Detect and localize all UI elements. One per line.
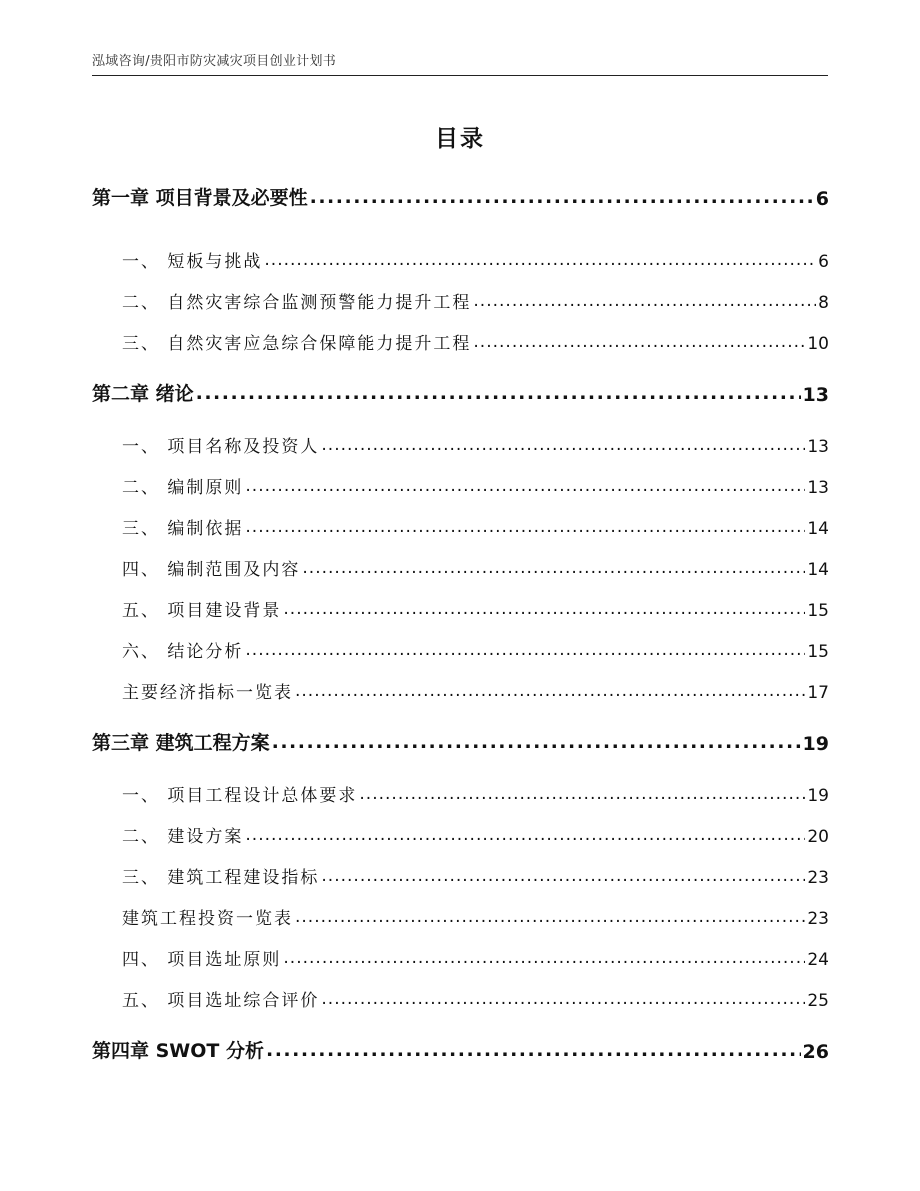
running-header: 泓域咨询/贵阳市防灾减灾项目创业计划书 — [92, 50, 828, 76]
toc-page-number: 15 — [807, 601, 829, 621]
toc-page-number: 20 — [807, 827, 829, 847]
toc-section[interactable] — [92, 244, 829, 272]
dot-leader — [272, 733, 801, 752]
dot-leader — [245, 478, 805, 495]
dot-leader — [245, 827, 805, 844]
dot-leader — [295, 909, 805, 926]
toc-entry-label: 一、 项目工程设计总体要求 — [122, 786, 358, 806]
toc-page-number: 19 — [807, 786, 829, 806]
toc-page-number: 19 — [802, 733, 829, 755]
dot-leader — [295, 683, 805, 700]
toc-chapter-4[interactable] — [92, 1031, 829, 1063]
toc-page-number: 14 — [807, 560, 829, 580]
toc-page-number: 8 — [818, 293, 829, 313]
dot-leader — [321, 991, 805, 1008]
toc-section[interactable] — [92, 634, 829, 662]
toc-section[interactable] — [92, 511, 829, 539]
toc-page-number: 6 — [818, 252, 829, 272]
dot-leader — [321, 437, 805, 454]
toc-page-number: 6 — [815, 188, 829, 210]
toc-chapter-1[interactable] — [92, 178, 829, 210]
dot-leader — [245, 519, 805, 536]
toc-title: 目录 — [435, 126, 485, 152]
toc-section[interactable] — [92, 429, 829, 457]
toc-entry-label: 四、 编制范围及内容 — [122, 560, 301, 580]
toc-page-number: 13 — [807, 478, 829, 498]
toc-chapter-3[interactable] — [92, 723, 829, 755]
toc-entry-label: 二、 自然灾害综合监测预警能力提升工程 — [122, 293, 472, 313]
dot-leader — [310, 188, 814, 207]
toc-entry-label: 一、 短板与挑战 — [122, 252, 263, 272]
toc-page-number: 14 — [807, 519, 829, 539]
toc-entry-label: 六、 结论分析 — [122, 642, 244, 662]
toc-entry-label: 第四章 SWOT 分析 — [92, 1040, 264, 1062]
toc-page-number: 25 — [807, 991, 829, 1011]
toc-section[interactable] — [92, 819, 829, 847]
toc-page-number: 23 — [807, 909, 829, 929]
toc-entry-label: 第一章 项目背景及必要性 — [92, 187, 308, 209]
toc-entry-label: 第二章 绪论 — [92, 383, 194, 405]
toc-section[interactable] — [92, 675, 829, 703]
toc-entry-label: 建筑工程投资一览表 — [122, 909, 293, 929]
dot-leader — [473, 334, 805, 351]
toc-entry-label: 三、 自然灾害应急综合保障能力提升工程 — [122, 334, 472, 354]
toc-section[interactable] — [92, 901, 829, 929]
dot-leader — [359, 786, 805, 803]
toc-entry-label: 三、 建筑工程建设指标 — [122, 868, 320, 888]
toc-entry-label: 主要经济指标一览表 — [122, 683, 293, 703]
dot-leader — [196, 384, 801, 403]
toc-entry-label: 五、 项目建设背景 — [122, 601, 282, 621]
toc-section[interactable] — [92, 983, 829, 1011]
toc-entry-label: 第三章 建筑工程方案 — [92, 732, 270, 754]
toc-page-number: 13 — [807, 437, 829, 457]
toc-page-number: 15 — [807, 642, 829, 662]
toc-page-number: 13 — [802, 384, 829, 406]
toc-page-number: 10 — [807, 334, 829, 354]
toc-entry-label: 二、 建设方案 — [122, 827, 244, 847]
toc-page-number: 24 — [807, 950, 829, 970]
dot-leader — [245, 642, 805, 659]
dot-leader — [283, 950, 805, 967]
toc-section[interactable] — [92, 778, 829, 806]
toc-page-number: 17 — [807, 683, 829, 703]
dot-leader — [266, 1041, 801, 1060]
dot-leader — [321, 868, 805, 885]
toc-page-number: 26 — [802, 1041, 829, 1063]
toc-section[interactable] — [92, 285, 829, 313]
toc-chapter-2[interactable] — [92, 374, 829, 406]
toc-page-number: 23 — [807, 868, 829, 888]
toc-section[interactable] — [92, 860, 829, 888]
toc-entry-label: 一、 项目名称及投资人 — [122, 437, 320, 457]
toc-section[interactable] — [92, 326, 829, 354]
dot-leader — [283, 601, 805, 618]
dot-leader — [473, 293, 816, 310]
toc-section[interactable] — [92, 593, 829, 621]
dot-leader — [264, 252, 816, 269]
toc-section[interactable] — [92, 552, 829, 580]
dot-leader — [302, 560, 805, 577]
toc-section[interactable] — [92, 942, 829, 970]
toc-entry-label: 三、 编制依据 — [122, 519, 244, 539]
toc-entry-label: 五、 项目选址综合评价 — [122, 991, 320, 1011]
toc-section[interactable] — [92, 470, 829, 498]
toc-entry-label: 四、 项目选址原则 — [122, 950, 282, 970]
toc-entry-label: 二、 编制原则 — [122, 478, 244, 498]
